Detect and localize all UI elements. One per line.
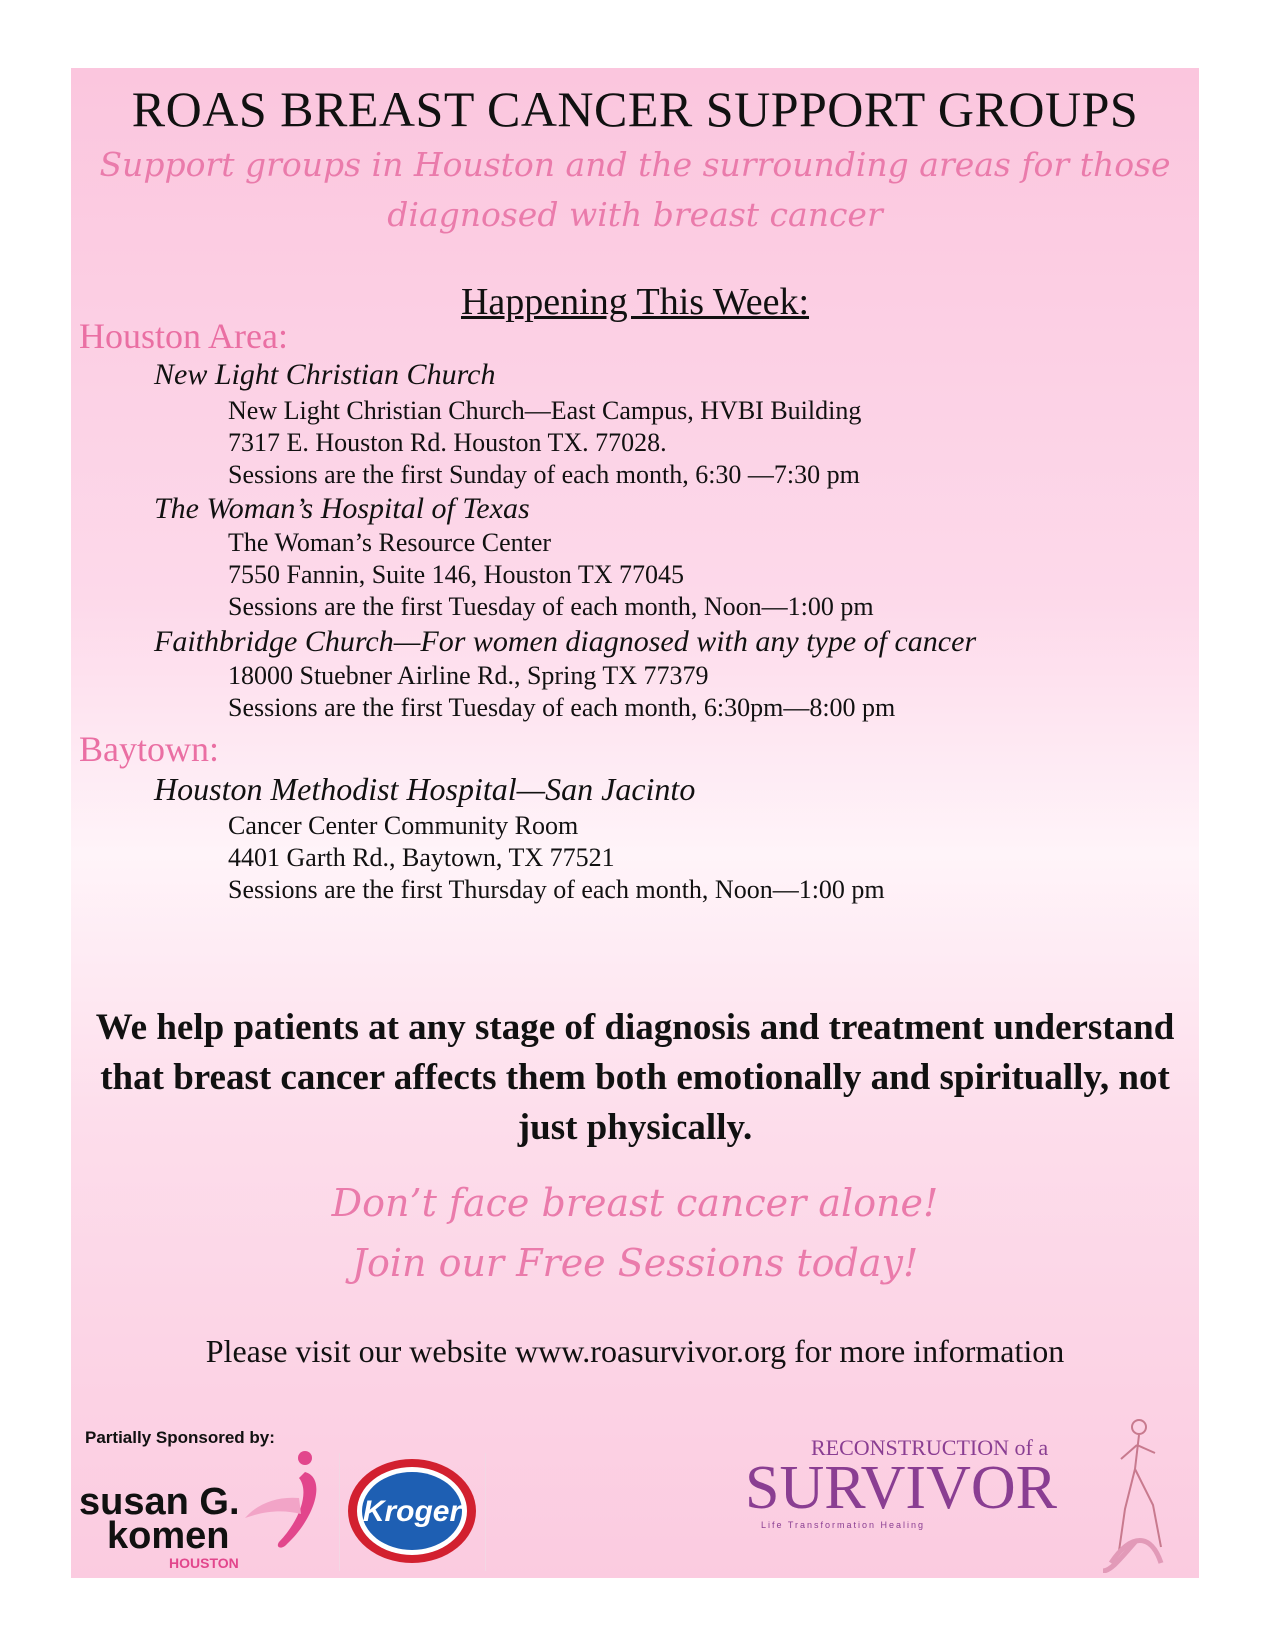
flyer (71, 68, 1199, 1578)
org-detail-line: Cancer Center Community Room (228, 811, 579, 840)
cta-line: Don’t face breast cancer alone! (331, 1181, 939, 1225)
org-detail-line: 7550 Fannin, Suite 146, Houston TX 77045 (228, 560, 684, 589)
survivor-logo (741, 1413, 1201, 1573)
org-detail-line: 4401 Garth Rd., Baytown, TX 77521 (228, 843, 615, 872)
subtitle: Support groups in Houston and the surrounding areas for those diagnosed with breast cancer (99, 145, 1171, 234)
call-to-action (71, 1173, 1199, 1293)
area-heading-houston: Houston Area: (79, 316, 288, 356)
survivor-logo-main: SURVIVOR (745, 1454, 1057, 1522)
org-name: Houston Methodist Hospital—San Jacinto (154, 771, 696, 807)
org-name: The Woman’s Hospital of Texas (154, 492, 530, 525)
pink-ribbon-icon (1103, 1541, 1161, 1572)
org-detail-line: Sessions are the first Tuesday of each month, 6:30pm—8:00 pm (228, 693, 896, 722)
org-detail-line: 7317 E. Houston Rd. Houston TX. 77028. (228, 428, 667, 457)
org-detail-line: 18000 Stuebner Airline Rd., Spring TX 77379 (228, 661, 709, 690)
mission-statement: We help patients at any stage of diagnosis and treatment understand that breast cancer affects them both emotionally and spiritually, not just physically. (95, 1007, 1175, 1148)
org-detail-line: Sessions are the first Tuesday of each month, Noon—1:00 pm (228, 592, 874, 621)
org-detail-line: Sessions are the first Thursday of each month, Noon—1:00 pm (228, 875, 885, 904)
cta-line: Join our Free Sessions today! (351, 1241, 919, 1285)
org-name: New Light Christian Church (154, 358, 496, 391)
area-heading-baytown: Baytown: (79, 729, 219, 769)
org-detail-line: New Light Christian Church—East Campus, HVBI Building (228, 396, 862, 425)
org-detail-line: Sessions are the first Sunday of each month, 6:30 —7:30 pm (228, 460, 860, 489)
kroger-logo (340, 1453, 485, 1571)
section-heading: Happening This Week: (460, 281, 810, 323)
org-detail-line: The Woman’s Resource Center (228, 528, 552, 557)
kroger-logo-text: Kroger (362, 1495, 462, 1528)
komen-logo-line1: susan G. (79, 1481, 240, 1523)
komen-logo (77, 1448, 341, 1576)
survivor-logo-top: RECONSTRUCTION of a (811, 1435, 1049, 1460)
org-name: Faithbridge Church—For women diagnosed with any type of cancer (154, 625, 977, 658)
komen-logo-city: HOUSTON (169, 1555, 239, 1571)
website-info: Please visit our website www.roasurvivor.org for more information (205, 1333, 1065, 1369)
survivor-figure-icon (1119, 1420, 1161, 1551)
sponsor-label: Partially Sponsored by: (85, 1428, 275, 1447)
pink-ribbon-icon (245, 1451, 316, 1548)
kroger-logo-frame (339, 1453, 486, 1571)
page-title: ROAS BREAST CANCER SUPPORT GROUPS (131, 81, 1139, 137)
survivor-logo-tagline: Life Transformation Healing (761, 1520, 926, 1530)
komen-logo-line2: komen (107, 1515, 230, 1557)
